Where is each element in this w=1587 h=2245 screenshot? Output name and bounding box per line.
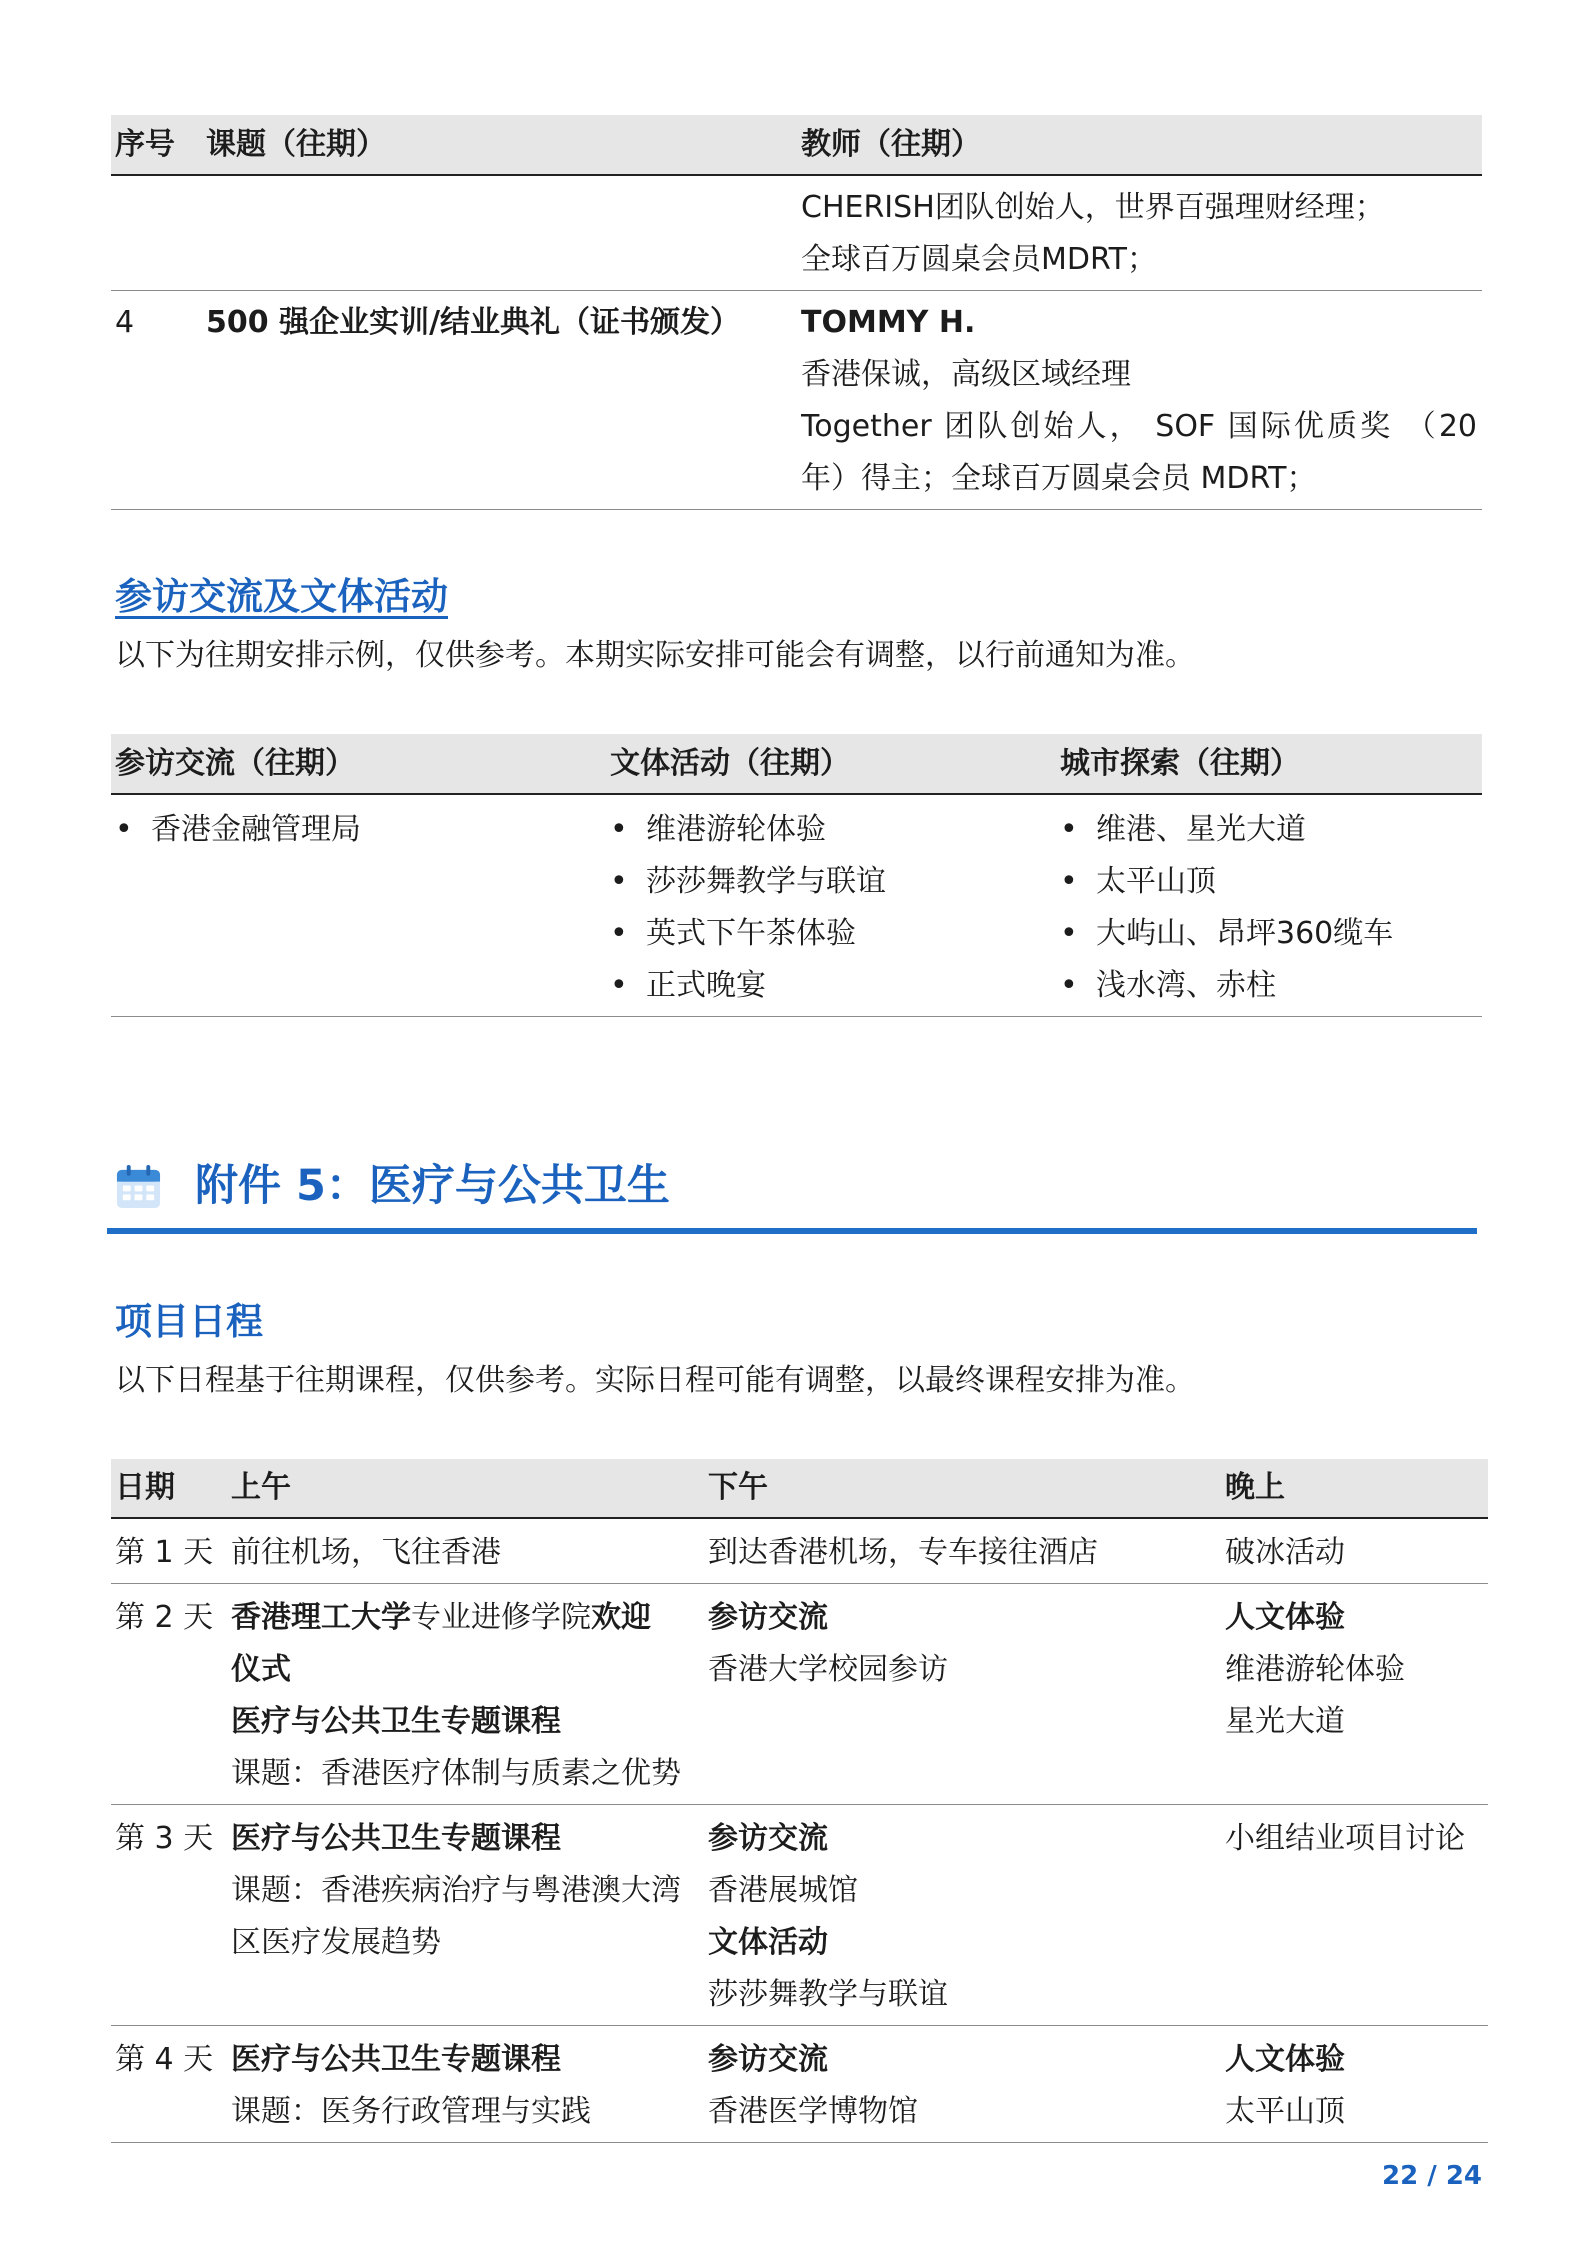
day-label: 第 4 天 — [115, 2042, 214, 2077]
afternoon-cell — [704, 1527, 1221, 1579]
schedule-line: 课题：香港疾病治疗与粤港澳大湾 — [231, 1873, 681, 1908]
schedule-line: 人文体验 — [1225, 2042, 1345, 2077]
activities-table — [111, 734, 1482, 1017]
schedule-table-header — [111, 1459, 1488, 1519]
header-topic: 课题（往期） — [206, 127, 386, 162]
schedule-line: 区医疗发展趋势 — [231, 1925, 441, 1960]
schedule-line: 医疗与公共卫生专题课程 — [231, 1704, 561, 1739]
row-topic-cell — [202, 182, 797, 286]
morning-cell — [227, 2034, 704, 2138]
schedule-segment: 欢迎 — [591, 1600, 651, 1635]
schedule-line: 前往机场，飞往香港 — [231, 1535, 501, 1570]
morning-cell — [227, 1813, 704, 2021]
header-culture: 文体活动（往期） — [610, 746, 850, 781]
schedule-segment: 专业进修学院 — [411, 1600, 591, 1635]
list-item: • 大屿山、昂坪360缆车 — [1060, 908, 1482, 960]
header-afternoon: 下午 — [708, 1470, 768, 1505]
schedule-line: 仪式 — [231, 1652, 291, 1687]
header-morning: 上午 — [231, 1470, 291, 1505]
schedule-segment: 香港理工大学 — [231, 1600, 411, 1635]
header-evening: 晚上 — [1225, 1470, 1285, 1505]
list-item: • 正式晚宴 — [610, 960, 1056, 1012]
day-label: 第 3 天 — [115, 1821, 214, 1856]
appendix-divider — [107, 1228, 1477, 1234]
date-cell — [111, 1813, 227, 2021]
schedule-line: 破冰活动 — [1225, 1535, 1345, 1570]
afternoon-cell — [704, 1813, 1221, 2021]
schedule-line: 课题：医务行政管理与实践 — [231, 2094, 591, 2129]
teacher-name: TOMMY H. — [801, 305, 976, 340]
schedule-line: 参访交流 — [708, 2042, 828, 2077]
schedule-line: 医疗与公共卫生专题课程 — [231, 1821, 561, 1856]
row-no-cell — [111, 297, 202, 505]
table-row — [111, 795, 1482, 1017]
list-item: • 英式下午茶体验 — [610, 908, 1056, 960]
teacher-table — [111, 115, 1482, 510]
schedule-line: 到达香港机场，专车接往酒店 — [708, 1535, 1098, 1570]
teacher-line: Together 团队创始人， SOF 国际优质奖 （20 — [801, 409, 1477, 444]
teacher-line: 年）得主；全球百万圆桌会员 MDRT； — [801, 461, 1317, 496]
list-item: • 太平山顶 — [1060, 856, 1482, 908]
header-date: 日期 — [115, 1470, 175, 1505]
schedule-line: 人文体验 — [1225, 1600, 1345, 1635]
schedule-line: 莎莎舞教学与联谊 — [708, 1977, 948, 2012]
page-number: 22 / 24 — [1382, 2161, 1482, 2191]
schedule-line: 参访交流 — [708, 1821, 828, 1856]
row-topic: 500 强企业实训/结业典礼（证书颁发） — [206, 305, 741, 340]
schedule-line: 文体活动 — [708, 1925, 828, 1960]
evening-cell — [1221, 1527, 1488, 1579]
row-topic-cell — [202, 297, 797, 505]
list-item: • 浅水湾、赤柱 — [1060, 960, 1482, 1012]
schedule-line: 医疗与公共卫生专题课程 — [231, 2042, 561, 2077]
header-visits: 参访交流（往期） — [115, 746, 355, 781]
row-number: 4 — [115, 305, 135, 340]
visits-list — [111, 804, 606, 1012]
schedule-line: 香港大学校园参访 — [708, 1652, 948, 1687]
list-item: • 莎莎舞教学与联谊 — [610, 856, 1056, 908]
city-list — [1056, 804, 1482, 1012]
table-row — [111, 2026, 1488, 2143]
table-row — [111, 1584, 1488, 1805]
header-teacher: 教师（往期） — [801, 127, 981, 162]
day-label: 第 2 天 — [115, 1600, 214, 1635]
list-item: • 维港、星光大道 — [1060, 804, 1482, 856]
morning-cell — [227, 1527, 704, 1579]
morning-cell — [227, 1592, 704, 1800]
schedule-title: 项目日程 — [115, 1300, 263, 1343]
teacher-line: 香港保诚，高级区域经理 — [801, 357, 1131, 392]
culture-list — [606, 804, 1056, 1012]
teacher-table-header — [111, 115, 1482, 176]
afternoon-cell — [704, 1592, 1221, 1800]
schedule-line: 参访交流 — [708, 1600, 828, 1635]
activities-table-header — [111, 734, 1482, 795]
header-city: 城市探索（往期） — [1060, 746, 1300, 781]
row-no-cell — [111, 182, 202, 286]
afternoon-cell — [704, 2034, 1221, 2138]
table-row — [111, 291, 1482, 510]
schedule-table — [111, 1459, 1488, 2143]
schedule-line: 香港展城馆 — [708, 1873, 858, 1908]
schedule-line: 课题：香港医疗体制与质素之优势 — [231, 1756, 681, 1791]
date-cell — [111, 2034, 227, 2138]
header-no: 序号 — [115, 127, 175, 162]
row-teacher-cell — [797, 297, 1482, 505]
date-cell — [111, 1592, 227, 1800]
day-label: 第 1 天 — [115, 1535, 214, 1570]
activities-intro: 以下为往期安排示例，仅供参考。本期实际安排可能会有调整，以行前通知为准。 — [115, 638, 1195, 673]
schedule-intro: 以下日程基于往期课程，仅供参考。实际日程可能有调整，以最终课程安排为准。 — [115, 1363, 1195, 1398]
list-item: • 香港金融管理局 — [115, 804, 606, 856]
table-row — [111, 1519, 1488, 1584]
date-cell — [111, 1527, 227, 1579]
schedule-line: 小组结业项目讨论 — [1225, 1821, 1465, 1856]
schedule-line: 星光大道 — [1225, 1704, 1345, 1739]
table-row — [111, 1805, 1488, 2026]
evening-cell — [1221, 2034, 1488, 2138]
schedule-line: 香港医学博物馆 — [708, 2094, 918, 2129]
calendar-icon — [115, 1163, 162, 1210]
teacher-line: CHERISH团队创始人，世界百强理财经理； — [801, 190, 1385, 225]
teacher-line: 全球百万圆桌会员MDRT； — [801, 242, 1157, 277]
evening-cell — [1221, 1813, 1488, 2021]
table-row — [111, 176, 1482, 291]
appendix-title: 附件 5：医疗与公共卫生 — [195, 1161, 670, 1211]
row-teacher-cell — [797, 182, 1482, 286]
evening-cell — [1221, 1592, 1488, 1800]
schedule-line: 维港游轮体验 — [1225, 1652, 1405, 1687]
list-item: • 维港游轮体验 — [610, 804, 1056, 856]
schedule-line: 太平山顶 — [1225, 2094, 1345, 2129]
activities-title: 参访交流及文体活动 — [115, 575, 448, 618]
schedule-line — [231, 1592, 704, 1644]
